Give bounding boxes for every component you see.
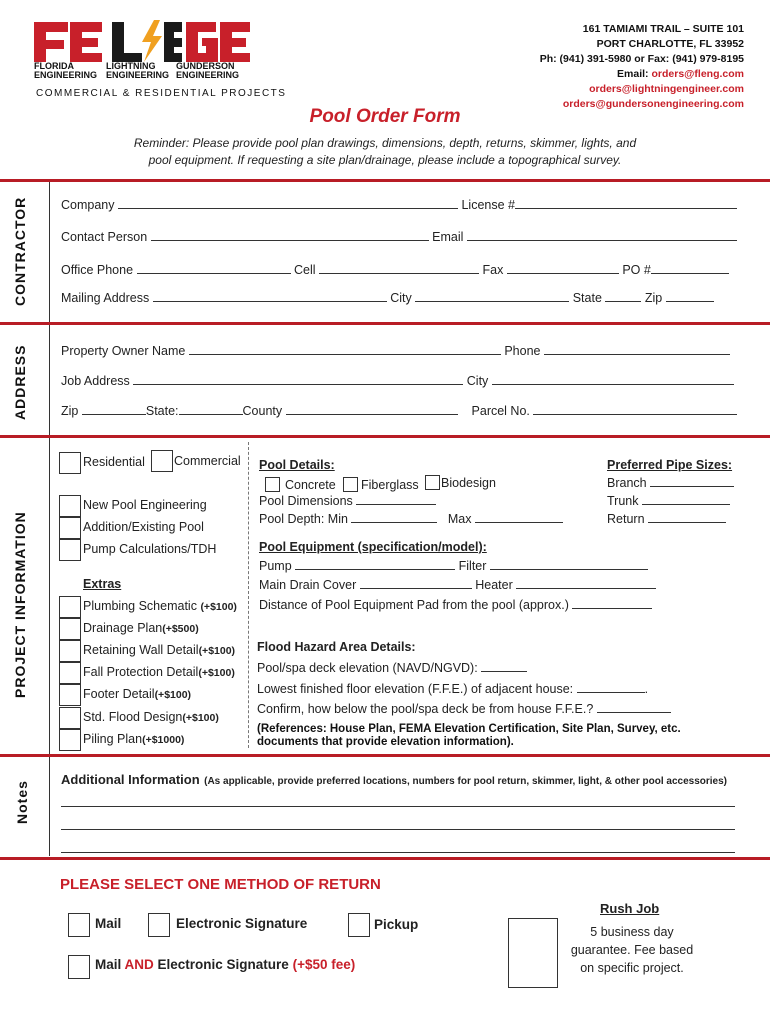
divider-contractor	[0, 179, 770, 182]
job-label: Job Address	[61, 374, 130, 388]
reminder-line-2: pool equipment. If requesting a site plan/drainage, please include a topographical survey.	[148, 153, 622, 167]
extra-checkbox[interactable]	[59, 684, 81, 706]
address-border	[49, 325, 50, 435]
return-pipe-label: Return	[607, 512, 645, 526]
contractor-city-label: City	[390, 291, 412, 305]
section-address: ADDRESS	[12, 344, 28, 420]
tagline: COMMERCIAL & RESIDENTIAL PROJECTS	[36, 88, 287, 99]
email-line-1	[540, 67, 744, 82]
fiberglass-label: Fiberglass	[361, 478, 419, 492]
commercial-label: Commercial	[174, 454, 241, 468]
return-heading: PLEASE SELECT ONE METHOD OF RETURN	[60, 876, 381, 893]
rush-heading: Rush Job	[600, 901, 660, 916]
extra-checkbox[interactable]	[59, 707, 81, 729]
confirm-row	[257, 702, 671, 716]
pool-dimensions-label: Pool Dimensions	[259, 494, 353, 508]
additional-info-hint: (As applicable, provide preferred locations, numbers for pool return, skimmer, light, & other pool accessories)	[204, 776, 728, 787]
confirm-label: Confirm, how below the pool/spa deck be from house F.F.E.?	[257, 702, 594, 716]
owner-label: Property Owner Name	[61, 344, 186, 358]
contractor-zip-label: Zip	[644, 291, 663, 305]
extra-checkbox[interactable]	[59, 640, 81, 662]
extra-price: (+$1000)	[142, 734, 185, 746]
branch-input[interactable]	[650, 476, 734, 487]
job-zip-input[interactable]	[82, 404, 146, 415]
divider-project	[0, 435, 770, 438]
divider-address	[0, 322, 770, 325]
company-input[interactable]	[118, 198, 458, 209]
ffe-period: .	[644, 682, 649, 696]
extra-item	[83, 621, 199, 635]
phone-line: Ph: (941) 391-5980 or Fax: (941) 979-8195	[539, 53, 744, 65]
new-pool-checkbox[interactable]	[59, 495, 81, 517]
mail-label: Mail	[95, 916, 122, 931]
office-phone-label: Office Phone	[61, 263, 134, 277]
company-row	[61, 198, 737, 212]
logo-gunderson: GUNDERSON ENGINEERING	[176, 61, 240, 80]
pump-input[interactable]	[295, 559, 455, 570]
return-pipe-input[interactable]	[648, 512, 726, 523]
license-input[interactable]	[515, 198, 737, 209]
contractor-state-input[interactable]	[605, 291, 641, 302]
trunk-label: Trunk	[607, 494, 639, 508]
section-contractor: CONTRACTOR	[12, 196, 28, 306]
fax-input[interactable]	[507, 263, 619, 274]
main-drain-label: Main Drain Cover	[259, 578, 357, 592]
contact-row	[61, 230, 737, 244]
pool-dimensions-input[interactable]	[356, 494, 436, 505]
extra-price: (+$100)	[198, 667, 235, 679]
extra-item	[83, 665, 235, 679]
filter-input[interactable]	[490, 559, 648, 570]
main-drain-input[interactable]	[360, 578, 472, 589]
contractor-state-label: State	[572, 291, 602, 305]
ffe-row	[257, 682, 648, 696]
notes-line[interactable]	[61, 852, 735, 853]
page-title: Pool Order Form	[309, 106, 461, 127]
extra-item	[83, 643, 235, 657]
mail-and-esign-checkbox[interactable]	[68, 955, 90, 979]
extra-label: Drainage Plan	[83, 621, 163, 635]
extra-label: Footer Detail	[83, 687, 155, 701]
fax-label: Fax	[482, 263, 504, 277]
min-depth-input[interactable]	[351, 512, 437, 523]
additional-info-row	[61, 771, 727, 789]
contact-label: Contact Person	[61, 230, 148, 244]
both-esign: Electronic Signature	[157, 957, 289, 972]
section-project: PROJECT INFORMATION	[12, 511, 28, 698]
extra-price: (+$100)	[182, 712, 219, 724]
extra-price: (+$100)	[154, 689, 192, 701]
mailing-label: Mailing Address	[61, 291, 150, 305]
job-input[interactable]	[133, 374, 463, 385]
owner-input[interactable]	[189, 344, 501, 355]
residential-label: Residential	[83, 455, 145, 469]
address-line-2: PORT CHARLOTTE, FL 33952	[596, 38, 744, 50]
po-input[interactable]	[651, 263, 729, 274]
new-pool-label: New Pool Engineering	[83, 498, 207, 512]
contractor-email-label: Email	[432, 230, 464, 244]
commercial-checkbox[interactable]	[151, 450, 173, 472]
email-1[interactable]: orders@fleng.com	[651, 68, 744, 80]
project-column-divider	[248, 442, 249, 748]
biodesign-label: Biodesign	[441, 476, 496, 490]
extra-label: Plumbing Schematic	[83, 599, 197, 613]
esign-checkbox[interactable]	[148, 913, 170, 937]
office-phone-input[interactable]	[137, 263, 291, 274]
license-label: License #	[461, 198, 515, 212]
extra-item	[83, 599, 237, 613]
pipe-sizes-heading: Preferred Pipe Sizes:	[607, 458, 733, 472]
notes-border	[49, 757, 50, 856]
references-note	[257, 723, 681, 749]
email-2[interactable]: orders@lightningengineer.com	[589, 83, 744, 95]
job-row	[61, 374, 734, 388]
rush-line-1: 5 business day	[590, 925, 674, 939]
deck-elev-row	[257, 661, 527, 675]
owner-phone-label: Phone	[504, 344, 541, 358]
mail-checkbox[interactable]	[68, 913, 90, 937]
email-3[interactable]: orders@gundersonengineering.com	[562, 98, 744, 110]
owner-row	[61, 344, 730, 358]
pump-calc-checkbox[interactable]	[59, 539, 81, 561]
references-line-2: documents that provide elevation information).	[257, 736, 514, 748]
esign-label: Electronic Signature	[176, 916, 308, 931]
phone-row	[61, 263, 729, 277]
distance-input[interactable]	[572, 598, 652, 609]
zip-row	[61, 404, 737, 418]
pool-details-heading: Pool Details:	[259, 458, 335, 472]
job-state-label: State:	[145, 404, 179, 418]
job-state-input[interactable]	[179, 404, 243, 415]
company-label: Company	[61, 198, 115, 212]
addition-label: Addition/Existing Pool	[83, 520, 204, 534]
distance-label: Distance of Pool Equipment Pad from the pool (approx.)	[259, 598, 569, 612]
heater-label: Heater	[475, 578, 513, 592]
filter-label: Filter	[458, 559, 487, 573]
job-city-label: City	[466, 374, 489, 388]
biodesign-checkbox[interactable]	[425, 475, 440, 490]
references-line-1: (References: House Plan, FEMA Elevation Certification, Site Plan, Survey, etc.	[257, 723, 681, 735]
county-input[interactable]	[286, 404, 458, 415]
extra-item	[83, 710, 219, 724]
section-notes: Notes	[14, 780, 30, 824]
job-zip-label: Zip	[61, 404, 79, 418]
rush-checkbox[interactable]	[508, 918, 558, 988]
address-line-1: 161 TAMIAMI TRAIL – SUITE 101	[582, 23, 744, 35]
logo-lightning: LIGHTNING ENGINEERING	[106, 61, 170, 80]
extra-label: Std. Flood Design	[83, 710, 183, 724]
company-address	[540, 22, 744, 112]
job-city-input[interactable]	[492, 374, 734, 385]
owner-phone-input[interactable]	[544, 344, 730, 355]
ffe-label: Lowest finished floor elevation (F.F.E.) of adjacent house:	[257, 682, 574, 696]
extra-item	[83, 732, 184, 746]
deck-elev-input[interactable]	[481, 661, 527, 672]
parcel-label: Parcel No.	[471, 404, 530, 418]
extras-heading: Extras	[83, 577, 122, 591]
parcel-input[interactable]	[533, 404, 737, 415]
contractor-email-input[interactable]	[467, 230, 737, 241]
ffe-input[interactable]	[577, 682, 645, 693]
pump-calc-label: Pump Calculations/TDH	[83, 542, 217, 556]
flood-heading: Flood Hazard Area Details:	[257, 640, 416, 654]
notes-line[interactable]	[61, 806, 735, 807]
mailing-row	[61, 291, 714, 305]
extra-checkbox[interactable]	[59, 596, 81, 618]
contractor-border	[49, 182, 50, 322]
contact-input[interactable]	[151, 230, 429, 241]
pump-row	[259, 559, 648, 573]
extra-checkbox[interactable]	[59, 662, 81, 684]
divider-return	[0, 857, 770, 860]
extra-label: Fall Protection Detail	[83, 665, 199, 679]
extra-item	[83, 687, 191, 701]
cell-label: Cell	[294, 263, 316, 277]
mail-and-esign-label	[95, 957, 355, 972]
rush-description	[560, 923, 704, 977]
mailing-input[interactable]	[153, 291, 387, 302]
extra-checkbox[interactable]	[59, 618, 81, 640]
notes-line[interactable]	[61, 829, 735, 830]
county-label: County	[242, 404, 283, 418]
extra-label: Piling Plan	[83, 732, 143, 746]
po-label: PO #	[622, 263, 651, 277]
pool-dimensions-row	[259, 494, 436, 508]
deck-elev-label: Pool/spa deck elevation (NAVD/NGVD):	[257, 661, 478, 675]
return-row	[607, 512, 726, 526]
both-fee: (+$50 fee)	[292, 957, 356, 972]
contractor-zip-input[interactable]	[666, 291, 714, 302]
equipment-heading: Pool Equipment (specification/model):	[259, 540, 487, 554]
extra-price: (+$500)	[162, 623, 199, 635]
confirm-input[interactable]	[597, 702, 671, 713]
both-and: AND	[124, 957, 154, 972]
trunk-input[interactable]	[642, 494, 730, 505]
distance-row	[259, 598, 652, 612]
rush-line-2: guarantee. Fee based	[570, 943, 694, 957]
max-depth-input[interactable]	[475, 512, 563, 523]
fiberglass-checkbox[interactable]	[343, 477, 358, 492]
pool-depth-label: Pool Depth: Min	[259, 512, 348, 526]
residential-checkbox[interactable]	[59, 452, 81, 474]
email-label: Email:	[617, 68, 649, 80]
logo-florida: FLORIDA ENGINEERING	[34, 61, 98, 80]
pump-label: Pump	[259, 559, 292, 573]
divider-notes	[0, 754, 770, 757]
addition-checkbox[interactable]	[59, 517, 81, 539]
additional-info-label: Additional Information	[61, 772, 200, 787]
pickup-checkbox[interactable]	[348, 913, 370, 937]
concrete-label: Concrete	[285, 478, 336, 492]
extra-price: (+$100)	[200, 601, 237, 613]
project-border	[49, 438, 50, 754]
max-label: Max	[447, 512, 472, 526]
rush-line-3: on specific project.	[580, 961, 684, 975]
trunk-row	[607, 494, 730, 508]
branch-row	[607, 476, 734, 490]
pool-depth-row	[259, 512, 563, 526]
reminder-line-1: Reminder: Please provide pool plan drawings, dimensions, depth, returns, skimmer, lights, and	[133, 136, 637, 150]
branch-label: Branch	[607, 476, 647, 490]
contractor-city-input[interactable]	[415, 291, 569, 302]
both-mail: Mail	[95, 957, 122, 972]
extra-label: Retaining Wall Detail	[83, 643, 199, 657]
pickup-label: Pickup	[374, 917, 419, 932]
extra-price: (+$100)	[198, 645, 236, 657]
heater-input[interactable]	[516, 578, 656, 589]
cell-input[interactable]	[319, 263, 479, 274]
reminder	[0, 135, 770, 169]
extra-checkbox[interactable]	[59, 729, 81, 751]
drain-row	[259, 578, 656, 592]
concrete-checkbox[interactable]	[265, 477, 280, 492]
